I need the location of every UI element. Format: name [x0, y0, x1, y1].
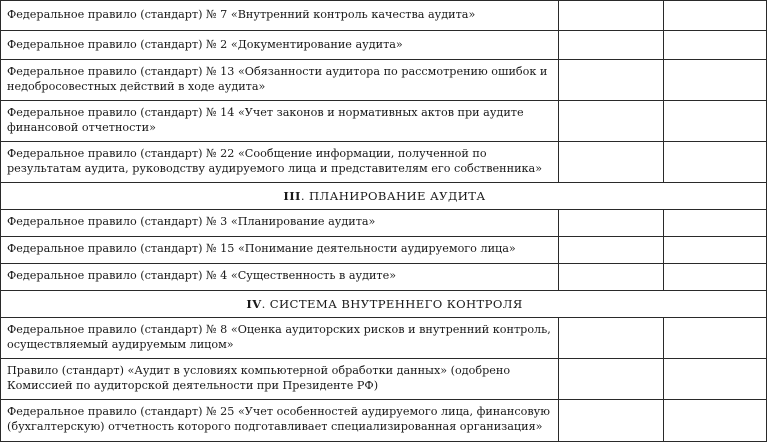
mark-cell-1 — [559, 400, 664, 442]
mark-cell-1 — [559, 101, 664, 142]
standard-name-cell: Федеральное правило (стандарт) № 14 «Учет законов и нормативных актов при аудите финансовой отчетности» — [1, 101, 559, 142]
standard-name-cell: Федеральное правило (стандарт) № 8 «Оценка аудиторских рисков и внутренний контроль, осуществляемый аудируемым лицом» — [1, 318, 559, 359]
standard-name-cell: Федеральное правило (стандарт) № 2 «Документирование аудита» — [1, 31, 559, 60]
table-row — [1, 60, 767, 101]
table-row — [1, 1, 767, 31]
mark-cell-2 — [664, 1, 767, 31]
mark-cell-2 — [664, 359, 767, 400]
mark-cell-2 — [664, 210, 767, 237]
table-row — [1, 237, 767, 264]
standard-name-cell: Правило (стандарт) «Аудит в условиях компьютерной обработки данных» (одобрено Комиссией по аудиторской деятельности при Президенте РФ) — [1, 359, 559, 400]
mark-cell-2 — [664, 400, 767, 442]
mark-cell-1 — [559, 318, 664, 359]
table-row — [1, 31, 767, 60]
mark-cell-2 — [664, 264, 767, 291]
section-heading: IV. СИСТЕМА ВНУТРЕННЕГО КОНТРОЛЯ — [1, 291, 767, 318]
standard-name-cell: Федеральное правило (стандарт) № 13 «Обязанности аудитора по рассмотрению ошибок и недобросовестных действий в ходе аудита» — [1, 60, 559, 101]
mark-cell-2 — [664, 318, 767, 359]
mark-cell-1 — [559, 210, 664, 237]
table-row — [1, 101, 767, 142]
mark-cell-1 — [559, 237, 664, 264]
standard-name-cell: Федеральное правило (стандарт) № 25 «Учет особенностей аудируемого лица, финансовую (бухгалтерскую) отчетность которого подготавливает специализированная организация» — [1, 400, 559, 442]
standard-name-cell: Федеральное правило (стандарт) № 15 «Понимание деятельности аудируемого лица» — [1, 237, 559, 264]
table-row — [1, 142, 767, 183]
mark-cell-1 — [559, 1, 664, 31]
table-row — [1, 318, 767, 359]
table-row — [1, 359, 767, 400]
table-row — [1, 264, 767, 291]
mark-cell-2 — [664, 60, 767, 101]
mark-cell-1 — [559, 264, 664, 291]
mark-cell-2 — [664, 31, 767, 60]
standard-name-cell: Федеральное правило (стандарт) № 7 «Внутренний контроль качества аудита» — [1, 1, 559, 31]
mark-cell-2 — [664, 142, 767, 183]
standard-name-cell: Федеральное правило (стандарт) № 22 «Сообщение информации, полученной по результатам аудита, руководству аудируемого лица и представителям его собственника» — [1, 142, 559, 183]
mark-cell-1 — [559, 60, 664, 101]
table-row — [1, 210, 767, 237]
mark-cell-1 — [559, 359, 664, 400]
standard-name-cell: Федеральное правило (стандарт) № 3 «Планирование аудита» — [1, 210, 559, 237]
section-heading-row — [1, 291, 767, 318]
standard-name-cell: Федеральное правило (стандарт) № 4 «Существенность в аудите» — [1, 264, 559, 291]
mark-cell-2 — [664, 101, 767, 142]
section-heading: III. ПЛАНИРОВАНИЕ АУДИТА — [1, 183, 767, 210]
table-row — [1, 400, 767, 442]
mark-cell-2 — [664, 237, 767, 264]
mark-cell-1 — [559, 142, 664, 183]
section-heading-row — [1, 183, 767, 210]
mark-cell-1 — [559, 31, 664, 60]
